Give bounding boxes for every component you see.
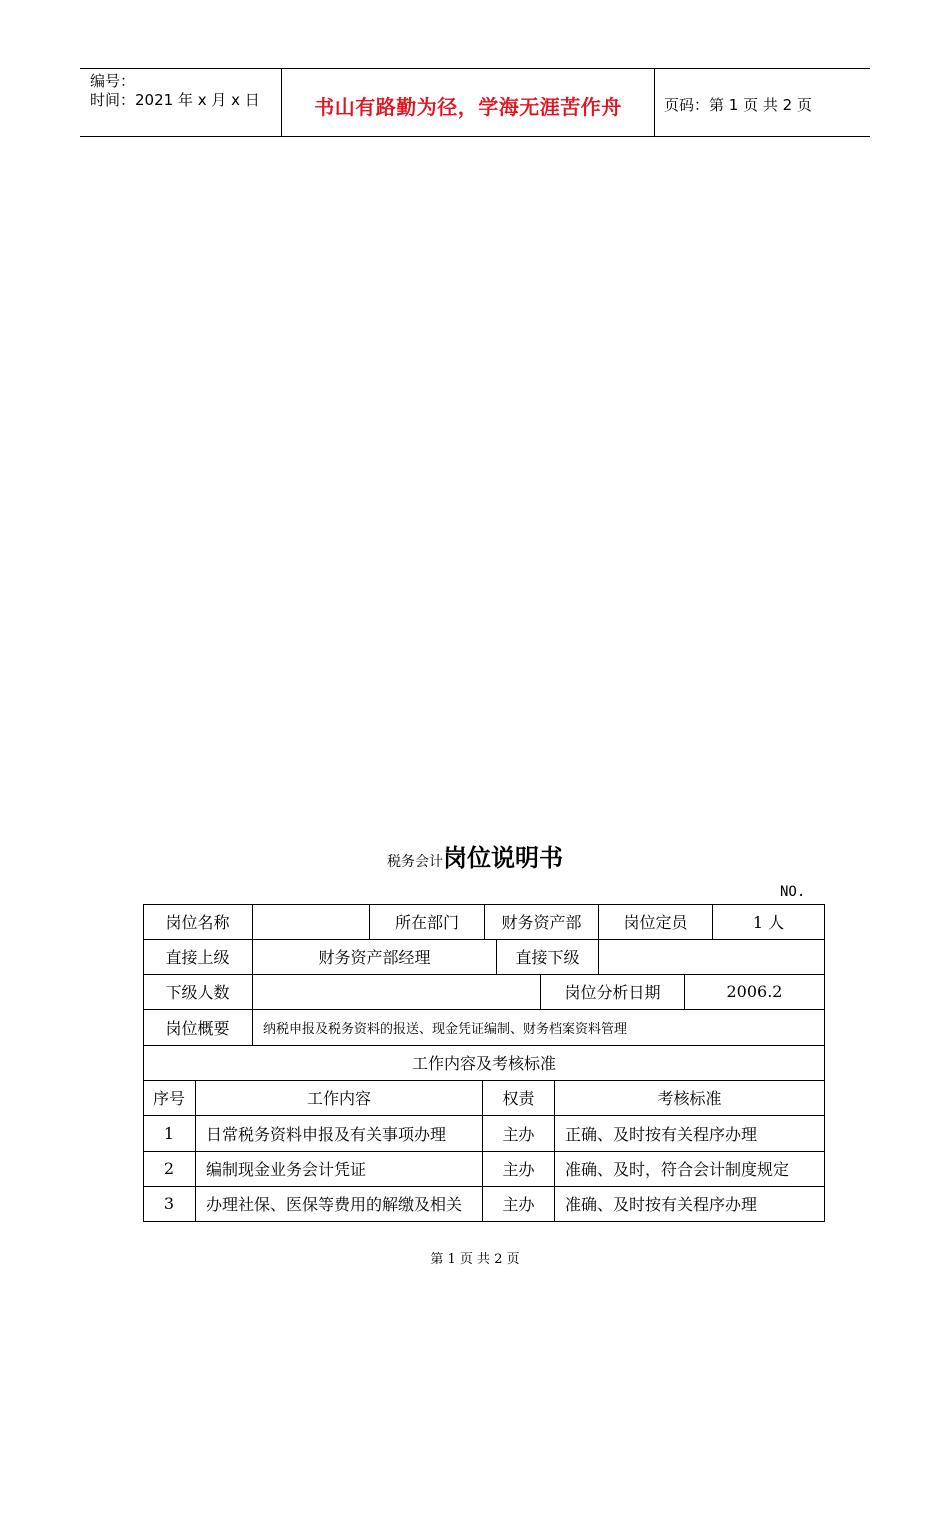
row-duty: 主办: [502, 1195, 535, 1214]
title-main: 岗位说明书: [443, 844, 563, 872]
superior-label: 直接上级: [165, 948, 230, 967]
row-content: 日常税务资料申报及有关事项办理: [206, 1124, 447, 1144]
document-title: [0, 838, 950, 873]
row-standard: 准确、及时按有关程序办理: [565, 1195, 758, 1214]
row-duty: 主办: [502, 1124, 535, 1144]
row-seq: 2: [163, 1159, 175, 1178]
subordinate-label: 直接下级: [515, 948, 580, 967]
time-label: 时间：2021 年 x 月 x 日: [90, 91, 260, 109]
row-standard: 准确、及时，符合会计制度规定: [565, 1160, 790, 1179]
headcount-value: 1 人: [752, 913, 785, 932]
row-seq: 1: [163, 1123, 175, 1143]
analysis-date-value: 2006.2: [726, 982, 783, 1001]
row-seq: 3: [163, 1194, 175, 1213]
page-footer: 第 1 页 共 2 页: [430, 1252, 520, 1267]
column-header-standard: 考核标准: [657, 1089, 722, 1108]
document-number-label: NO.: [780, 884, 806, 900]
job-description-table: [143, 904, 825, 1522]
number-label: 编号：: [90, 72, 136, 90]
superior-value: 财务资产部经理: [318, 948, 431, 967]
analysis-date-label: 岗位分析日期: [564, 983, 661, 1002]
row-content: 编制现金业务会计凭证: [206, 1160, 367, 1179]
subordinate-count-label: 下级人数: [165, 983, 230, 1002]
column-header-content: 工作内容: [306, 1089, 371, 1108]
header-divider: [654, 69, 655, 136]
column-header-seq: 序号: [152, 1089, 185, 1108]
header-page-info: 页码：第 1 页 共 2 页: [664, 96, 812, 114]
title-prefix: 税务会计: [387, 854, 443, 870]
subordinate-value: [599, 939, 824, 974]
subordinate-count-value: [253, 974, 540, 1009]
row-standard: 正确、及时按有关程序办理: [565, 1124, 758, 1144]
row-content: 办理社保、医保等费用的解缴及相关: [206, 1195, 463, 1214]
header-meta: [90, 72, 260, 110]
summary-label: 岗位概要: [165, 1018, 230, 1038]
page-header: [80, 68, 870, 137]
department-label: 所在部门: [394, 913, 459, 932]
summary-value: 纳税申报及税务资料的报送、现金凭证编制、财务档案资料管理: [263, 1021, 628, 1037]
department-value: 财务资产部: [501, 913, 582, 932]
section-title: 工作内容及考核标准: [411, 1054, 556, 1073]
headcount-label: 岗位定员: [623, 913, 688, 932]
table-rule: [143, 1221, 825, 1222]
column-header-duty: 权责: [502, 1089, 535, 1108]
position-name-label: 岗位名称: [165, 913, 230, 932]
header-motto: 书山有路勤为径，学海无涯苦作舟: [314, 95, 622, 119]
row-duty: 主办: [502, 1160, 535, 1179]
position-name-value: [253, 904, 369, 939]
